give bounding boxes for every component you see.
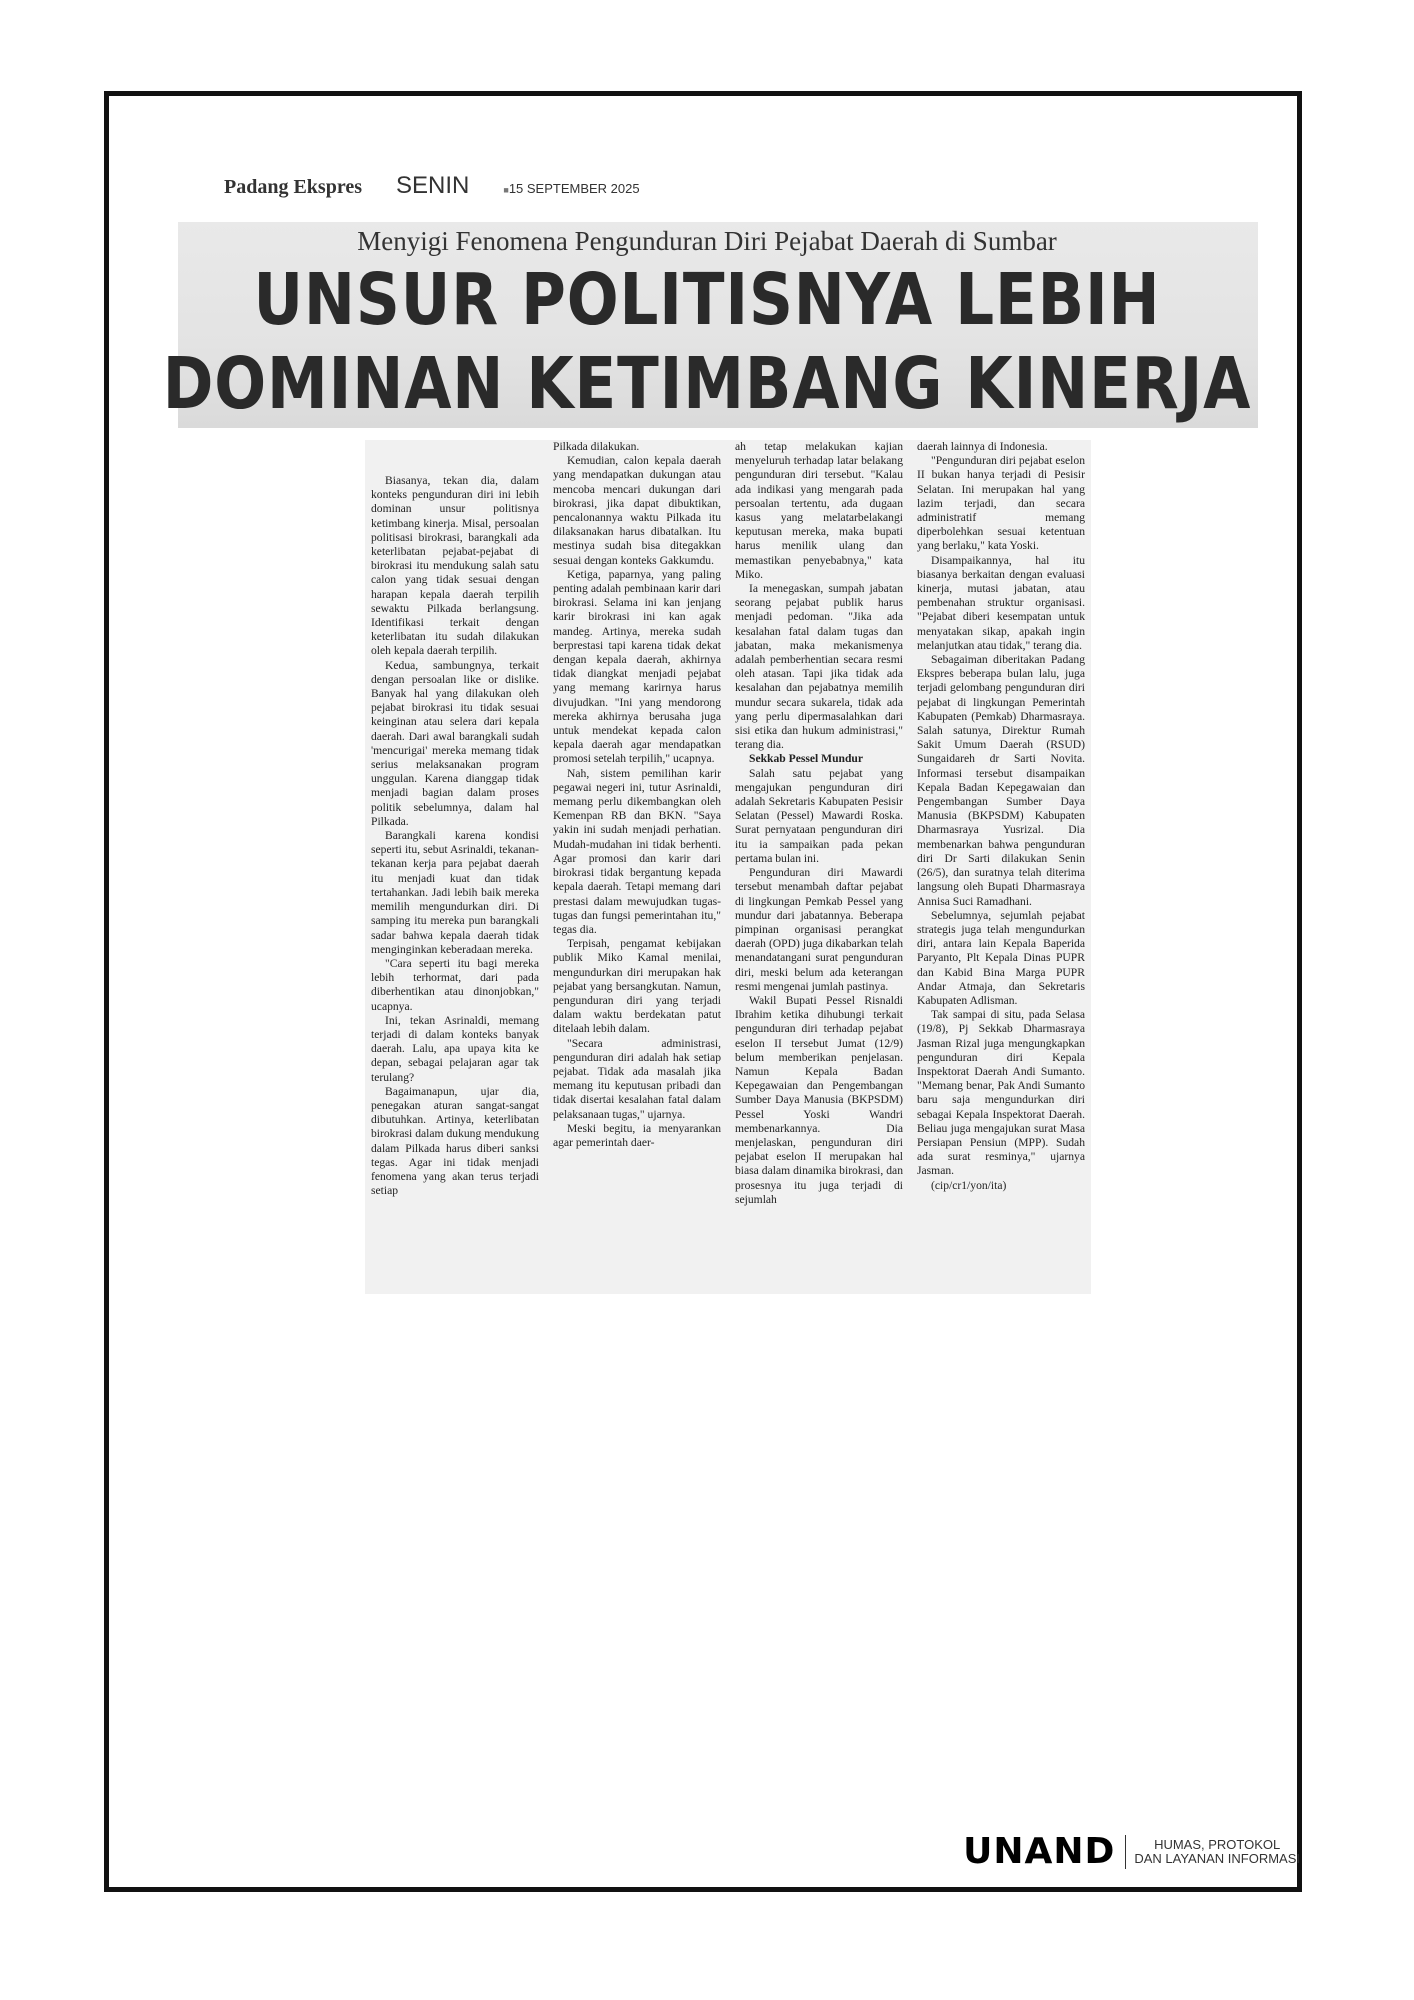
article-paragraph: Disampaikannya, hal itu biasanya berkaitan dengan evaluasi kinerja, mutasi jabatan, atau pembenahan struktur organisasi. "Pejabat diberi kesempatan untuk menyatakan sikap, apakah ingin melanjutkan atau tidak," terang dia. — [917, 553, 1085, 652]
article-paragraph: Sebelumnya, sejumlah pejabat strategis juga telah mengundurkan diri, antara lain Kepala Baperida Paryanto, Plt Kepala Dinas PUPR dan Kabid Bina Marga PUPR Andar Atmaja, dan Sekretaris Kabupaten Adlisman. — [917, 908, 1085, 1007]
article-paragraph: ah tetap melakukan kajian menyeluruh terhadap latar belakang pengunduran diri tersebut. "Kalau ada indikasi yang mengarah pada persoalan tertentu, ada dugaan kasus yang melatarbelakangi keputusan mereka, maka bupati harus menilik ulang dan memastikan penyebabnya," kata Miko. — [735, 440, 903, 581]
article-paragraph: Biasanya, tekan dia, dalam konteks pengunduran diri ini lebih dominan unsur politisnya ketimbang kinerja. Misal, persoalan politisasi birokrasi, barangkali ada keterlibatan pejabat-pejabat di birokrasi itu mendukung salah satu calon yang tidak sesuai dengan harapan kepala daerah terpilih sewaktu Pilkada berlangsung. Identifikasi terkait dengan keterlibatan itu sudah dilakukan oleh kepala daerah terpilih. — [371, 474, 539, 658]
logo-divider — [1125, 1835, 1126, 1869]
article-paragraph: Wakil Bupati Pessel Risnaldi Ibrahim ketika dihubungi terkait pengunduran diri terhadap pejabat eselon II tersebut Jumat (12/9) belum memberikan penjelasan. Namun Kepala Badan Kepegawaian dan Pengembangan Sumber Daya Manusia (BKPSDM) Pessel Yoski Wandri membenarkannya. Dia menjelaskan, pengunduran diri pejabat eselon II merupakan hal biasa dalam dinamika birokrasi, dan prosesnya itu juga terjadi di sejumlah — [735, 993, 903, 1206]
article-paragraph: Ia menegaskan, sumpah jabatan seorang pejabat publik harus menjadi pedoman. "Jika ada kesalahan fatal dalam tugas dan jabatan, maka mekanismenya adalah pemberhentian secara resmi oleh atasan. Tapi jika tidak ada kesalahan dan pejabatnya memilih mundur secara sukarela, tidak ada yang perlu dipermasalahkan dari sisi etika dan hukum administrasi," terang dia. — [735, 582, 903, 752]
headline-line-1: UNSUR POLITISNYA LEBIH — [253, 258, 1161, 341]
unand-footer-logo — [963, 1831, 1300, 1872]
article-paragraph: daerah lainnya di Indonesia. — [917, 440, 1048, 453]
article-paragraph: Terpisah, pengamat kebijakan publik Miko Kamal menilai, mengundurkan diri merupakan hak pejabat yang bersangkutan. Namun, pengunduran diri yang terjadi dalam waktu berdekatan patut ditelaah lebih dalam. — [553, 937, 721, 1036]
unand-logo: UNAND — [963, 1831, 1116, 1872]
article-body — [365, 440, 1091, 1294]
masthead — [224, 172, 640, 200]
article-paragraph: Pengunduran diri Mawardi tersebut menambah daftar pejabat di lingkungan Pemkab Pessel yang mundur dari jabatannya. Beberapa pimpinan organisasi perangkat daerah (OPD) juga dikabarkan telah menandatangani surat pengunduran diri, meski belum ada keterangan resmi mengenai jumlah pastinya. — [735, 866, 903, 993]
logo-subtitle-line-1: HUMAS, PROTOKOL — [1154, 1836, 1281, 1852]
article-paragraph: (cip/cr1/yon/ita) — [931, 1178, 1007, 1192]
article-subheading: Sekkab Pessel Mundur — [749, 752, 864, 766]
article-paragraph: Barangkali karena kondisi seperti itu, sebut Asrinaldi, tekanan-tekanan kerja para pejabat daerah itu menjadi kuat dan tidak tertahankan. Jadi lebih baik mereka memilih mengundurkan diri. Di samping itu mereka pun barangkali sadar bahwa kepala daerah tidak menginginkan keberadaan mereka. — [371, 829, 539, 956]
article-column-2 — [553, 440, 721, 1150]
newspaper-name: Padang Ekspres — [224, 176, 363, 198]
headline-line-2: DOMINAN KETIMBANG KINERJA — [162, 342, 1252, 425]
article-paragraph: Sebagaiman diberitakan Padang Ekspres beberapa bulan lalu, juga terjadi gelombang pengunduran diri pejabat di lingkungan Pemerintah Kabupaten (Pemkab) Dharmasraya. Salah satunya, Direktur Rumah Sakit Umum Daerah (RSUD) Sungaidareh dr Sarti Novita. Informasi tersebut disampaikan Kepala Badan Kepegawaian dan Pengembangan Sumber Daya Manusia (BKPSDM) Kabupaten Dharmasraya Yusrizal. Dia membenarkan bahwa pengunduran diri Dr Sarti dilakukan Senin (26/5), dan suratnya telah diterima langsung oleh Bupati Dharmasraya Annisa Suci Ramadhani. — [917, 653, 1085, 908]
article-column-3 — [735, 440, 903, 1207]
article-paragraph: Ketiga, paparnya, yang paling penting adalah pembinaan karir dari birokrasi. Selama ini kan jenjang karir birokrasi ini kan agak mandeg. Artinya, mereka sudah berprestasi tapi karena tidak dekat dengan kepala daerah, akhirnya tidak diangkat menjadi pejabat yang memang karirnya harus divujudkan. "Ini yang mendorong mereka akhirnya berusaha juga untuk mendekat kepada calon kepala daerah agar mendapatkan promosi setelah terpilih," ucapnya. — [553, 567, 721, 766]
article-paragraph: Tak sampai di situ, pada Selasa (19/8), Pj Sekkab Dharmasraya Jasman Rizal juga mengungkapkan pengunduran diri Kepala Inspektorat Daerah Andi Sumanto. "Memang benar, Pak Andi Sumanto baru saja mengundurkan diri sebagai Kepala Inspektorat Daerah. Beliau juga mengajukan surat Masa Persiapan Pensiun (MPP). Sudah ada surat resminya," ujarnya Jasman. — [917, 1008, 1085, 1178]
article-paragraph: "Secara administrasi, pengunduran diri adalah hak setiap pejabat. Tidak ada masalah jika memang itu keputusan pribadi dan tidak disertai kesalahan fatal dalam pelaksanaan tugas," ujarnya. — [553, 1036, 721, 1121]
article-paragraph: Pilkada dilakukan. — [553, 440, 640, 453]
article-paragraph: "Pengunduran diri pejabat eselon II bukan hanya terjadi di Pesisir Selatan. Ini merupakan hal yang lazim terjadi, dan secara administratif memang diperbolehkan sesuai ketentuan yang berlaku," kata Yoski. — [917, 454, 1085, 553]
article-paragraph: Meski begitu, ia menyarankan agar pemerintah daer- — [553, 1121, 721, 1149]
article-paragraph: Salah satu pejabat yang mengajukan pengunduran diri adalah Sekretaris Kabupaten Pesisir Selatan (Pessel) Mawardi Roska. Surat pernyataan pengunduran diri itu ia sampaikan pada pekan pertama bulan ini. — [735, 766, 903, 865]
article-paragraph: Kemudian, calon kepala daerah yang mendapatkan dukungan atau mencoba mencari dukungan dari birokrasi, jika dapat dibuktikan, pencalonannya waktu Pilkada itu dilaksanakan harus dibatalkan. Itu mestinya sudah bisa ditegakkan sesuai dengan konteks Gakkumdu. — [553, 454, 721, 567]
publication-day: SENIN — [396, 172, 470, 199]
article-paragraph: Kedua, sambungnya, terkait dengan persoalan like or dislike. Banyak hal yang dilakukan oleh pejabat birokrasi itu tidak sesuai keinginan atau selera dari kepala daerah. Dari awal barangkali sudah 'mencurigai' mereka memang tidak serius melaksanakan program unggulan. Karena dianggap tidak menjadi bagian dalam proses politik sebelumnya, dalam hal Pilkada. — [371, 658, 539, 828]
article-headline — [99, 258, 1315, 426]
article-kicker: Menyigi Fenomena Pengunduran Diri Pejabat Daerah di Sumbar — [357, 226, 1057, 256]
article-paragraph: "Cara seperti itu bagi mereka lebih terhormat, dari pada diberhentikan atau dinonjobkan," ucapnya. — [371, 956, 539, 1013]
article-column-4 — [917, 440, 1085, 1193]
logo-subtitle — [1134, 1838, 1300, 1866]
publication-date: ■ 15 SEPTEMBER 2025 — [503, 181, 639, 196]
article-column-1 — [371, 474, 539, 1198]
article-paragraph: Nah, sistem pemilihan karir pegawai negeri ini, tutur Asrinaldi, memang perlu dikembangkan oleh Kemenpan RB dan BKN. "Saya yakin ini sudah menjadi perhatian. Mudah-mudahan ini tidak berhenti. Agar promosi dan karir dari birokrasi tidak bergantung kepada kepala daerah. Tetapi memang dari prestasi dalam mewujudkan tugas-tugas dan fungsi pemerintahan itu," tegas dia. — [553, 766, 721, 936]
logo-subtitle-line-2: DAN LAYANAN INFORMASI — [1134, 1850, 1300, 1866]
article-paragraph: Ini, tekan Asrinaldi, memang terjadi di dalam konteks banyak daerah. Lalu, apa upaya kita ke depan, sebagai pelajaran agar tak terulang? — [371, 1013, 539, 1084]
article-paragraph: Bagaimanapun, ujar dia, penegakan aturan sangat-sangat dibutuhkan. Artinya, keterlibatan birokrasi dalam dukung mendukung dalam Pilkada harus diberi sanksi tegas. Agar ini tidak menjadi fenomena yang akan terus terjadi setiap — [371, 1084, 539, 1198]
